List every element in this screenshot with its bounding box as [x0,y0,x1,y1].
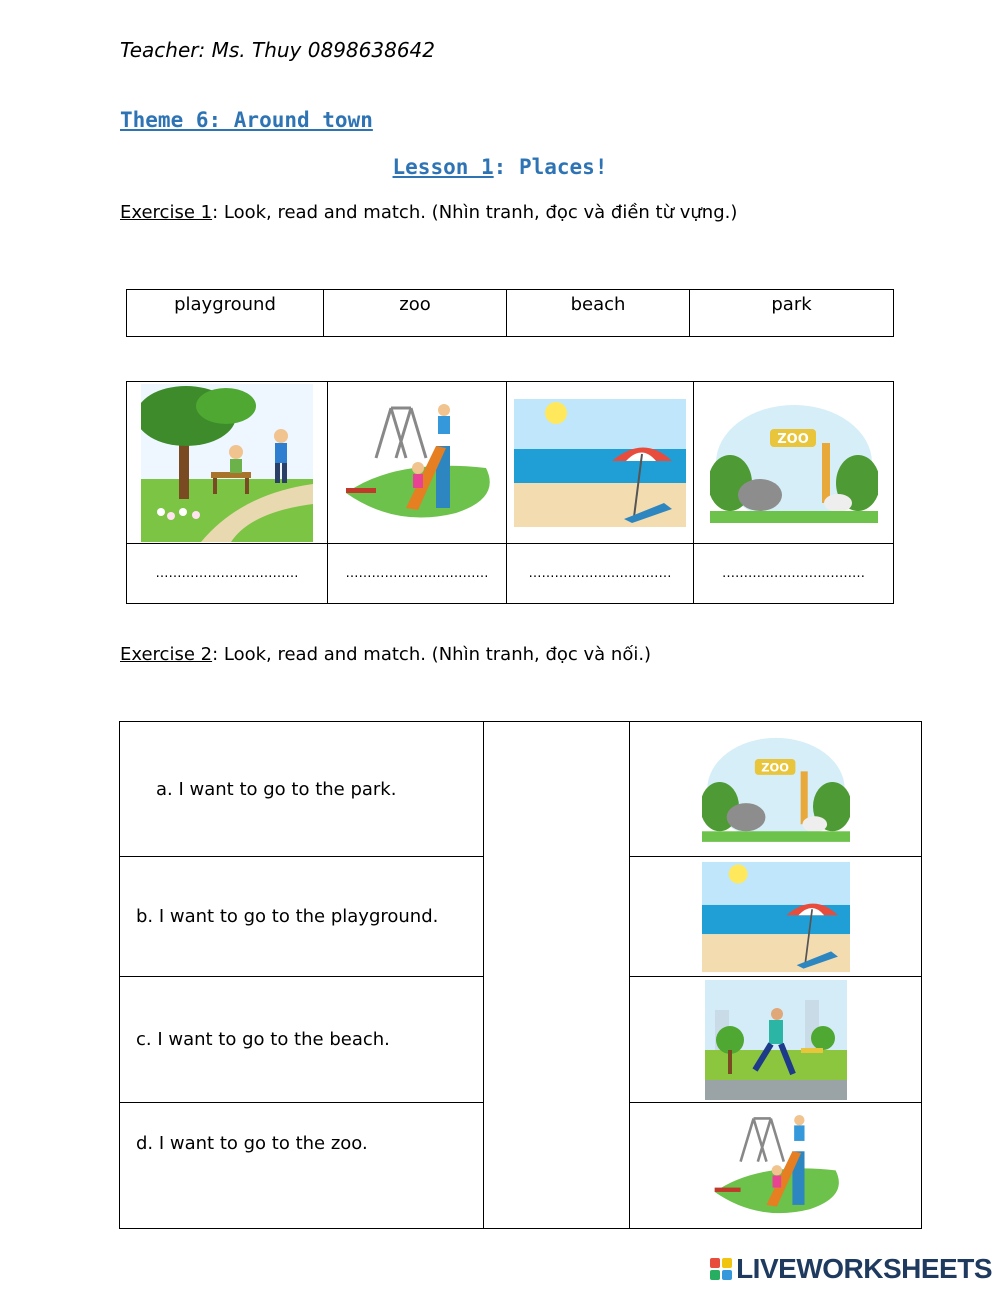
match-picture-zoo-cell[interactable] [630,722,922,857]
match-picture-playground-cell[interactable] [630,1103,922,1229]
match-picture-park-cell[interactable] [630,977,922,1103]
picture-park-cell [127,382,328,544]
match-picture-beach-cell[interactable] [630,857,922,977]
lesson-subtitle: : Places! [493,155,608,179]
blank-1[interactable]: …………………………… [127,544,328,604]
word-park: park [690,290,894,337]
beach-picture [514,399,686,527]
match-zoo-picture [702,735,850,843]
sentence-a: a. I want to go to the park. [120,722,484,857]
exercise-2-table [119,721,922,1229]
word-beach: beach [507,290,690,337]
blank-4[interactable]: …………………………… [694,544,894,604]
playground-picture [336,398,498,528]
lesson-title [0,155,1000,179]
park-picture [141,384,313,542]
teacher-line: Teacher: Ms. Thuy 0898638642 [120,38,435,62]
theme-title [120,108,373,132]
lesson-label: Lesson 1 [392,155,494,179]
match-park-picture [705,980,847,1100]
sentence-c: c. I want to go to the beach. [120,977,484,1103]
picture-zoo-cell [694,382,894,544]
liveworksheets-logo [710,1253,992,1285]
word-zoo: zoo [324,290,507,337]
exercise-1-grid [126,381,894,604]
exercise-2-label: Exercise 2 [120,644,213,665]
sentence-d: d. I want to go to the zoo. [120,1103,484,1229]
match-beach-picture [702,861,850,973]
logo-blocks-icon [710,1258,732,1280]
blank-3[interactable]: …………………………… [507,544,694,604]
sentence-b: b. I want to go to the playground. [120,857,484,977]
blank-2[interactable]: …………………………… [328,544,507,604]
exercise-1-label: Exercise 1 [120,202,213,223]
exercise-1-text: : Look, read and match. (Nhìn tranh, đọc và điền từ vựng.) [212,202,738,223]
match-gap[interactable] [484,722,630,1229]
word-bank [126,289,894,337]
theme-text: Theme 6: Around town [120,108,373,132]
zoo-picture [710,403,878,523]
exercise-2-text: : Look, read and match. (Nhìn tranh, đọc và nối.) [212,644,652,665]
zoo-sign-text: ZOO [776,431,809,447]
picture-beach-cell [507,382,694,544]
word-playground: playground [127,290,324,337]
exercise-1-instruction [120,202,737,223]
logo-text: LIVEWORKSHEETS [736,1253,992,1284]
match-zoo-sign-text: ZOO [760,760,789,775]
picture-playground-cell [328,382,507,544]
exercise-2-instruction [120,644,651,665]
match-playground-picture [706,1109,846,1223]
